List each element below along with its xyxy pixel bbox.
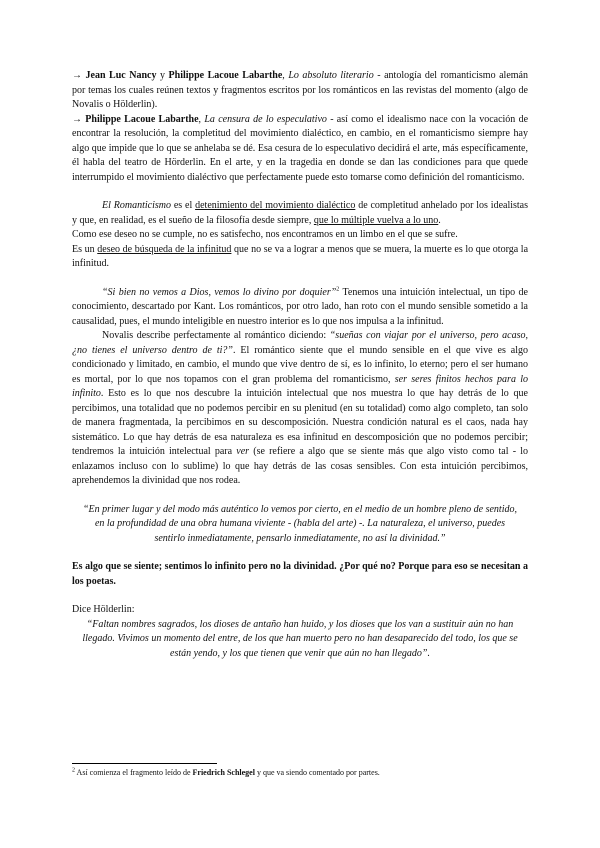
footnote-ref: 2: [336, 286, 340, 293]
paragraph-busqueda: Es un deseo de búsqueda de la infinitud que no se va a lograr a menos que se muera, la muerte es lo que otorga la infinitud.: [72, 243, 529, 269]
footnote: $^2$ Así comienza el fragmento leído de Friedrich Schlegel y que va siendo comentado por partes.: [72, 767, 380, 777]
blockquote-hoelderlin: “Faltan nombres sagrados, los dioses de antaño han huido, y los dioses que los van a sustituir aún no han llegado. Vivimos un momento del entre, de los que han muerto pero no han desaparecido del todo, los que se están yendo, y los que tienen que venir que aún no han llegado”.: [82, 618, 518, 659]
hoelderlin-intro: Dice Hölderlin:: [72, 604, 135, 615]
paragraph-novalis: Novalis describe perfectamente al romántico diciendo: “sueñas con viajar por el universo, pero acaso, ¿no tienes el universo dentro de ti?”. El romántico siente que el mundo sensible en el que vive es algo condicionado y limitado, en cambio, el mundo que vive dentro de sí, es lo infinito, lo eterno; pero el ser humano es mortal, por lo que nos topamos con el gran problema del romanticismo, ser seres finitos hechos para lo infinito. Esto es lo que nos descubre la intuición intelectual que nos muestra lo que hay detrás de lo que percibimos, una totalidad que no podemos percibir en su plenitud (en su totalidad) como algo completo, tan solo de manera fragmentada, la percibimos en su descomposición. Nuestra condición natural es el caos, nada hay sistemático. Lo que hay detrás de esa naturaleza es esa infinitud en descomposición que no podemos percibir; tendremos la intuición intelectual para ver (se refiere a algo que se siente más que algo visto como tal - lo enlazamos incluso con lo sublime) lo que hay detrás de las cosas sensibles. Con esta intuición percibimos, aprehendemos la divinidad que nos rodea.: [72, 330, 529, 486]
bold-question: Es algo que se siente; sentimos lo infinito pero no la divinidad. ¿Por qué no? Porque para eso se necesitan a los poetas.: [72, 561, 528, 587]
paragraph-nancy: → Jean Luc Nancy y Philippe Lacoue Labarthe, Lo absoluto literario - antología del romanticismo alemán por temas los cuales reúnen textos y fragmentos escritos por los románticos en las revistas del momento (algo de Novalis o Hölderlin).: [72, 70, 528, 110]
paragraph-intuicion: “Si bien no vemos a Dios, vemos lo divino por doquier”$^2$ Tenemos una intuición intelectual, un tipo de conocimiento, descartado por Kant. Los románticos, por otro lado, han roto con el mundo sensible sometido a la causalidad, pues, el mundo inteligible en nuestro interior es lo que nos impulsa a la infinitud.: [72, 286, 528, 327]
blockquote-divinidad: “En primer lugar y del modo más auténtico lo vemos por cierto, en el medio de un hombre pleno de sentido, en la profundidad de una obra humana viviente - (habla del arte) -. La naturaleza, el universo, puedes sentirlo inmediatamente, pensarlo inmediatamente, no así la divinidad.”: [82, 503, 517, 544]
paragraph-deseo: Como ese deseo no se cumple, no es satisfecho, nos encontramos en un limbo en el que se sufre.: [72, 229, 458, 240]
footnote-divider: [72, 763, 217, 764]
document-body: [72, 69, 528, 661]
paragraph-romanticismo: El Romanticismo es el detenimiento del movimiento dialéctico de completitud anhelado por los idealistas y que, en realidad, es el sueño de la filosofía desde siempre, que lo múltiple vuelva a lo uno.: [72, 200, 529, 226]
paragraph-lacoue: → Philippe Lacoue Labarthe, La censura de lo especulativo - así como el idealismo nace con la vocación de encontrar la resolución, la completitud del movimiento dialéctico, en cambio, en el romanticismo siempre hay algo que impide que lo que se anhelaba se dé. Esa cesura de lo especulativo decidirá el arte, más específicamente, él habla del teatro de Hörderlin. En el arte, y en la tragedia en donde se dan las condiciones para que quede interrumpido el movimiento dialéctivo que perfectamente puede esto tomarse como definición del romanticismo.: [72, 113, 529, 183]
